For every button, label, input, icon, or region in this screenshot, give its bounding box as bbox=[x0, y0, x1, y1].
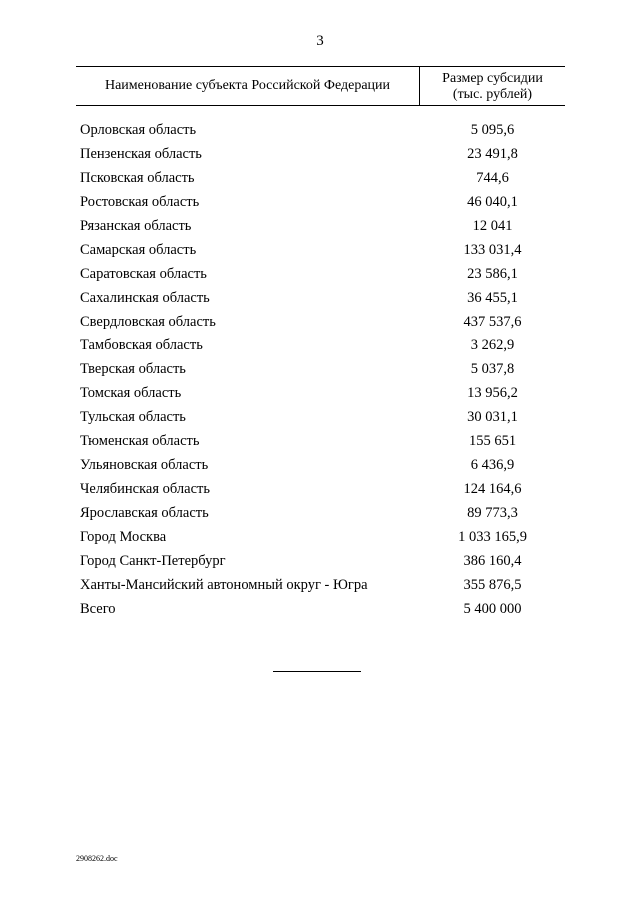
subsidy-amount: 386 160,4 bbox=[463, 552, 522, 569]
subject-name: Саратовская область bbox=[80, 265, 207, 282]
subsidy-amount: 23 586,1 bbox=[467, 265, 518, 282]
table-row bbox=[0, 359, 640, 383]
subsidy-amount: 155 651 bbox=[468, 433, 517, 450]
column-header-subsidy-line2: (тыс. рублей) bbox=[452, 87, 533, 102]
subsidy-amount: 133 031,4 bbox=[463, 241, 522, 258]
subsidy-amount: 13 956,2 bbox=[467, 385, 518, 402]
table-row bbox=[0, 503, 640, 527]
subject-name: Город Санкт-Петербург bbox=[80, 552, 226, 569]
subject-name: Сахалинская область bbox=[80, 289, 210, 306]
column-header-subsidy bbox=[420, 71, 565, 103]
subsidy-amount: 124 164,6 bbox=[463, 481, 522, 498]
subsidy-amount: 1 033 165,9 bbox=[458, 528, 527, 545]
subject-name: Томская область bbox=[80, 385, 182, 402]
column-header-subject: Наименование субъекта Российской Федерации bbox=[104, 78, 391, 93]
subject-name: Тульская область bbox=[80, 409, 186, 426]
table-row bbox=[0, 383, 640, 407]
subject-name: Свердловская область bbox=[80, 313, 216, 330]
table-header bbox=[76, 66, 565, 106]
subject-name: Ярославская область bbox=[80, 505, 209, 521]
table-row bbox=[0, 168, 640, 192]
subsidy-amount: 355 876,5 bbox=[463, 576, 522, 593]
subsidy-amount: 23 491,8 bbox=[467, 145, 518, 162]
subject-name: Псковская область bbox=[80, 169, 195, 186]
subject-name: Ханты-Мансийский автономный округ - Югра bbox=[80, 576, 368, 593]
subject-name: Тверская область bbox=[80, 361, 186, 378]
table-row bbox=[0, 575, 640, 599]
table-row bbox=[0, 407, 640, 431]
subsidy-amount: 89 773,3 bbox=[467, 505, 518, 521]
column-header-subsidy-line1: Размер субсидии bbox=[442, 71, 543, 86]
subsidy-amount: 30 031,1 bbox=[467, 409, 518, 426]
subject-name: Самарская область bbox=[80, 241, 197, 258]
subsidy-amount: 46 040,1 bbox=[467, 193, 518, 210]
table-row bbox=[0, 144, 640, 168]
table-body bbox=[0, 120, 640, 623]
table-row bbox=[0, 455, 640, 479]
subsidy-amount: 5 037,8 bbox=[470, 361, 515, 378]
table-row bbox=[0, 288, 640, 312]
subject-name: Город Москва bbox=[80, 528, 167, 545]
table-row bbox=[0, 264, 640, 288]
page-number: 3 bbox=[316, 33, 324, 49]
subject-name: Тюменская область bbox=[80, 433, 200, 450]
end-of-table-rule bbox=[273, 671, 361, 672]
subject-name: Челябинская область bbox=[80, 481, 210, 498]
subject-name: Ростовская область bbox=[80, 193, 200, 210]
table-row bbox=[0, 240, 640, 264]
subsidy-amount: 6 436,9 bbox=[470, 457, 515, 474]
table-row bbox=[0, 216, 640, 240]
table-row bbox=[0, 599, 640, 623]
table-row bbox=[0, 479, 640, 503]
document-reference: 2908262.doc bbox=[76, 854, 118, 863]
subject-name: Ульяновская область bbox=[80, 457, 209, 474]
table-row bbox=[0, 312, 640, 336]
table-row bbox=[0, 192, 640, 216]
subject-name: Рязанская область bbox=[80, 217, 192, 234]
subsidy-amount: 12 041 bbox=[472, 217, 513, 234]
subsidy-amount: 36 455,1 bbox=[467, 289, 518, 306]
subsidy-amount: 5 400 000 bbox=[463, 600, 522, 617]
table-row bbox=[0, 335, 640, 359]
table-row bbox=[0, 120, 640, 144]
subsidy-amount: 3 262,9 bbox=[470, 337, 515, 354]
subject-name: Тамбовская область bbox=[80, 337, 203, 354]
subject-name: Пензенская область bbox=[80, 145, 202, 162]
subject-name: Всего bbox=[80, 600, 116, 617]
subsidy-amount: 437 537,6 bbox=[463, 313, 522, 330]
subsidy-amount: 5 095,6 bbox=[470, 122, 515, 138]
subsidy-amount: 744,6 bbox=[476, 169, 509, 186]
table-row bbox=[0, 431, 640, 455]
table-row bbox=[0, 551, 640, 575]
table-row bbox=[0, 527, 640, 551]
subject-name: Орловская область bbox=[80, 122, 197, 138]
